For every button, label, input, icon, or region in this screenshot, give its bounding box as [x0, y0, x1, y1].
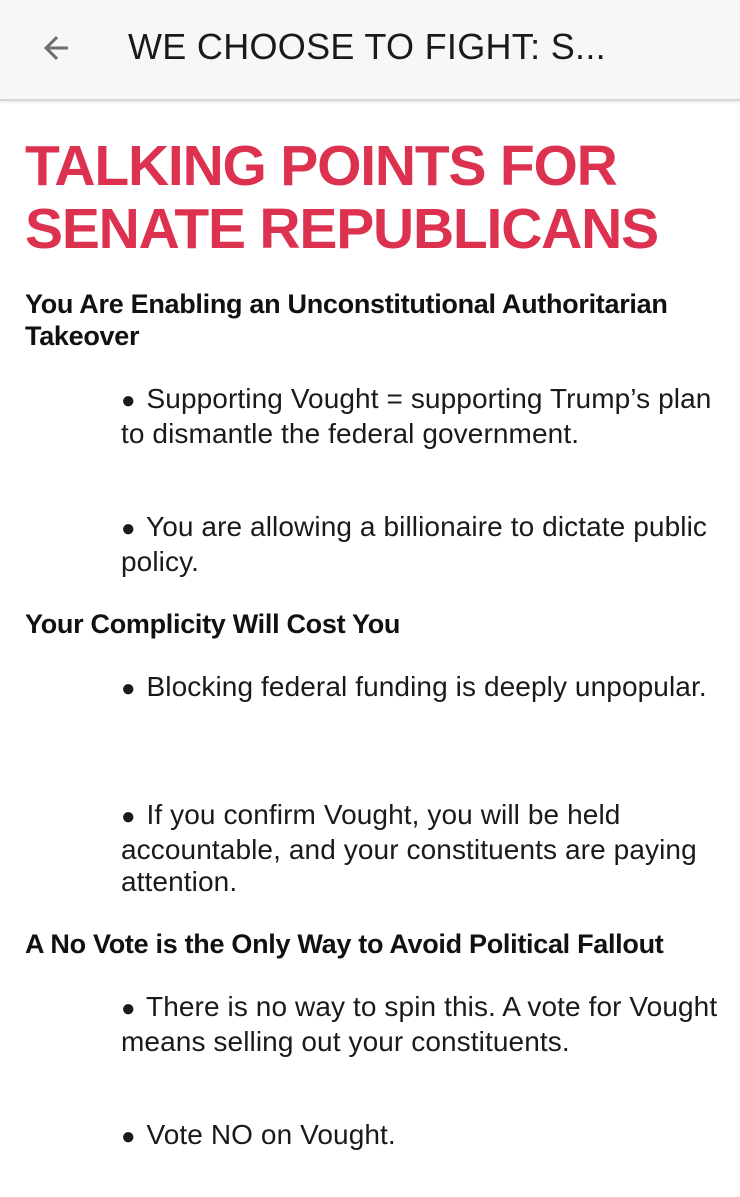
bullet-item	[121, 383, 731, 450]
bullet-item	[121, 991, 731, 1058]
bullet-item	[121, 799, 731, 899]
section-heading: You Are Enabling an Unconstitutional Authoritarian Takeover	[25, 289, 668, 351]
bullet-item	[121, 671, 731, 706]
arrow-left-icon	[38, 30, 74, 66]
bullet-dot: ●	[121, 387, 136, 414]
bullet-dot: ●	[121, 995, 136, 1022]
bullet-dot: ●	[121, 803, 136, 830]
bullet-item	[121, 1119, 731, 1154]
bullet-text: Supporting Vought = supporting Trump’s plan to dismantle the federal government.	[121, 383, 712, 449]
bullet-text: Vote NO on Vought.	[146, 1119, 396, 1150]
article-headline: TALKING POINTS FOR SENATE REPUBLICANS	[25, 134, 658, 261]
bullet-text: There is no way to spin this. A vote for Vought means selling out your constituents.	[121, 991, 718, 1057]
bullet-text: You are allowing a billionaire to dictate public policy.	[121, 511, 707, 577]
bullet-dot: ●	[121, 675, 136, 702]
article-content	[0, 101, 740, 1197]
bullet-item	[121, 511, 731, 578]
app-bar	[0, 0, 740, 101]
bullet-text: Blocking federal funding is deeply unpopular.	[146, 671, 707, 702]
bullet-text: If you confirm Vought, you will be held accountable, and your constituents are paying attention.	[121, 799, 697, 897]
bullet-dot: ●	[121, 515, 136, 542]
back-button[interactable]	[26, 20, 86, 76]
section-heading: Your Complicity Will Cost You	[25, 609, 401, 639]
bullet-dot: ●	[121, 1123, 136, 1150]
page-title: WE CHOOSE TO FIGHT: S...	[128, 26, 606, 67]
section-heading: A No Vote is the Only Way to Avoid Political Fallout	[25, 929, 664, 959]
